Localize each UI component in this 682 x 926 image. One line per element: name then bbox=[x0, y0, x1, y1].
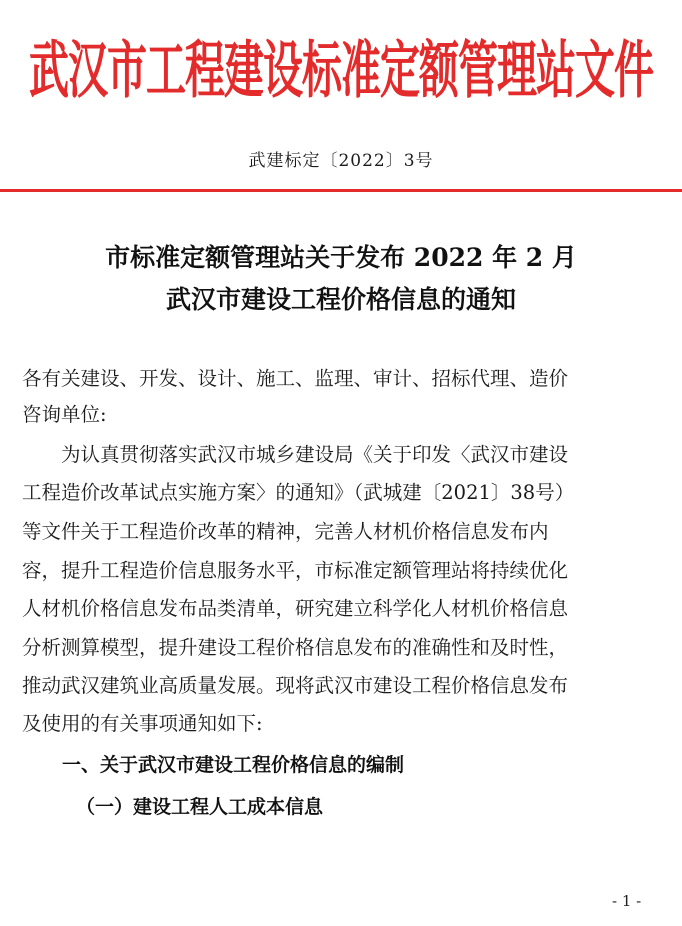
body-line: 为认真贯彻落实武汉市城乡建设局《关于印发〈武汉市建设 bbox=[22, 443, 569, 466]
body-line-recipients-cont: 咨询单位: bbox=[22, 403, 107, 426]
body-line: 分析测算模型，提升建设工程价格信息发布的准确性和及时性， bbox=[22, 636, 569, 659]
document-header-title: 武汉市工程建设标准定额管理站文件 bbox=[29, 33, 653, 107]
notice-title-line-1: 市标准定额管理站关于发布 2022 年 2 月 bbox=[105, 243, 577, 272]
notice-title-line-2: 武汉市建设工程价格信息的通知 bbox=[165, 285, 516, 314]
red-divider-line bbox=[0, 189, 682, 192]
body-line: 及使用的有关事项通知如下: bbox=[22, 712, 263, 735]
body-line: 工程造价改革试点实施方案〉的通知》（武城建〔2021〕38号） bbox=[22, 481, 575, 504]
section-subheading-1: （一）建设工程人工成本信息 bbox=[76, 796, 324, 818]
section-heading-1: 一、关于武汉市建设工程价格信息的编制 bbox=[62, 754, 405, 776]
body-line: 容，提升工程造价信息服务水平，市标准定额管理站将持续优化 bbox=[22, 559, 569, 582]
body-line: 推动武汉建筑业高质量发展。现将武汉市建设工程价格信息发布 bbox=[22, 674, 569, 697]
body-line: 等文件关于工程造价改革的精神，完善人材机价格信息发布内 bbox=[22, 520, 549, 543]
body-line: 人材机价格信息发布品类清单，研究建立科学化人材机价格信息 bbox=[22, 597, 569, 620]
page-number: - 1 - bbox=[612, 892, 642, 910]
document-number: 武建标定〔2022〕3号 bbox=[248, 151, 434, 171]
body-line-recipients: 各有关建设、开发、设计、施工、监理、审计、招标代理、造价 bbox=[22, 367, 569, 390]
